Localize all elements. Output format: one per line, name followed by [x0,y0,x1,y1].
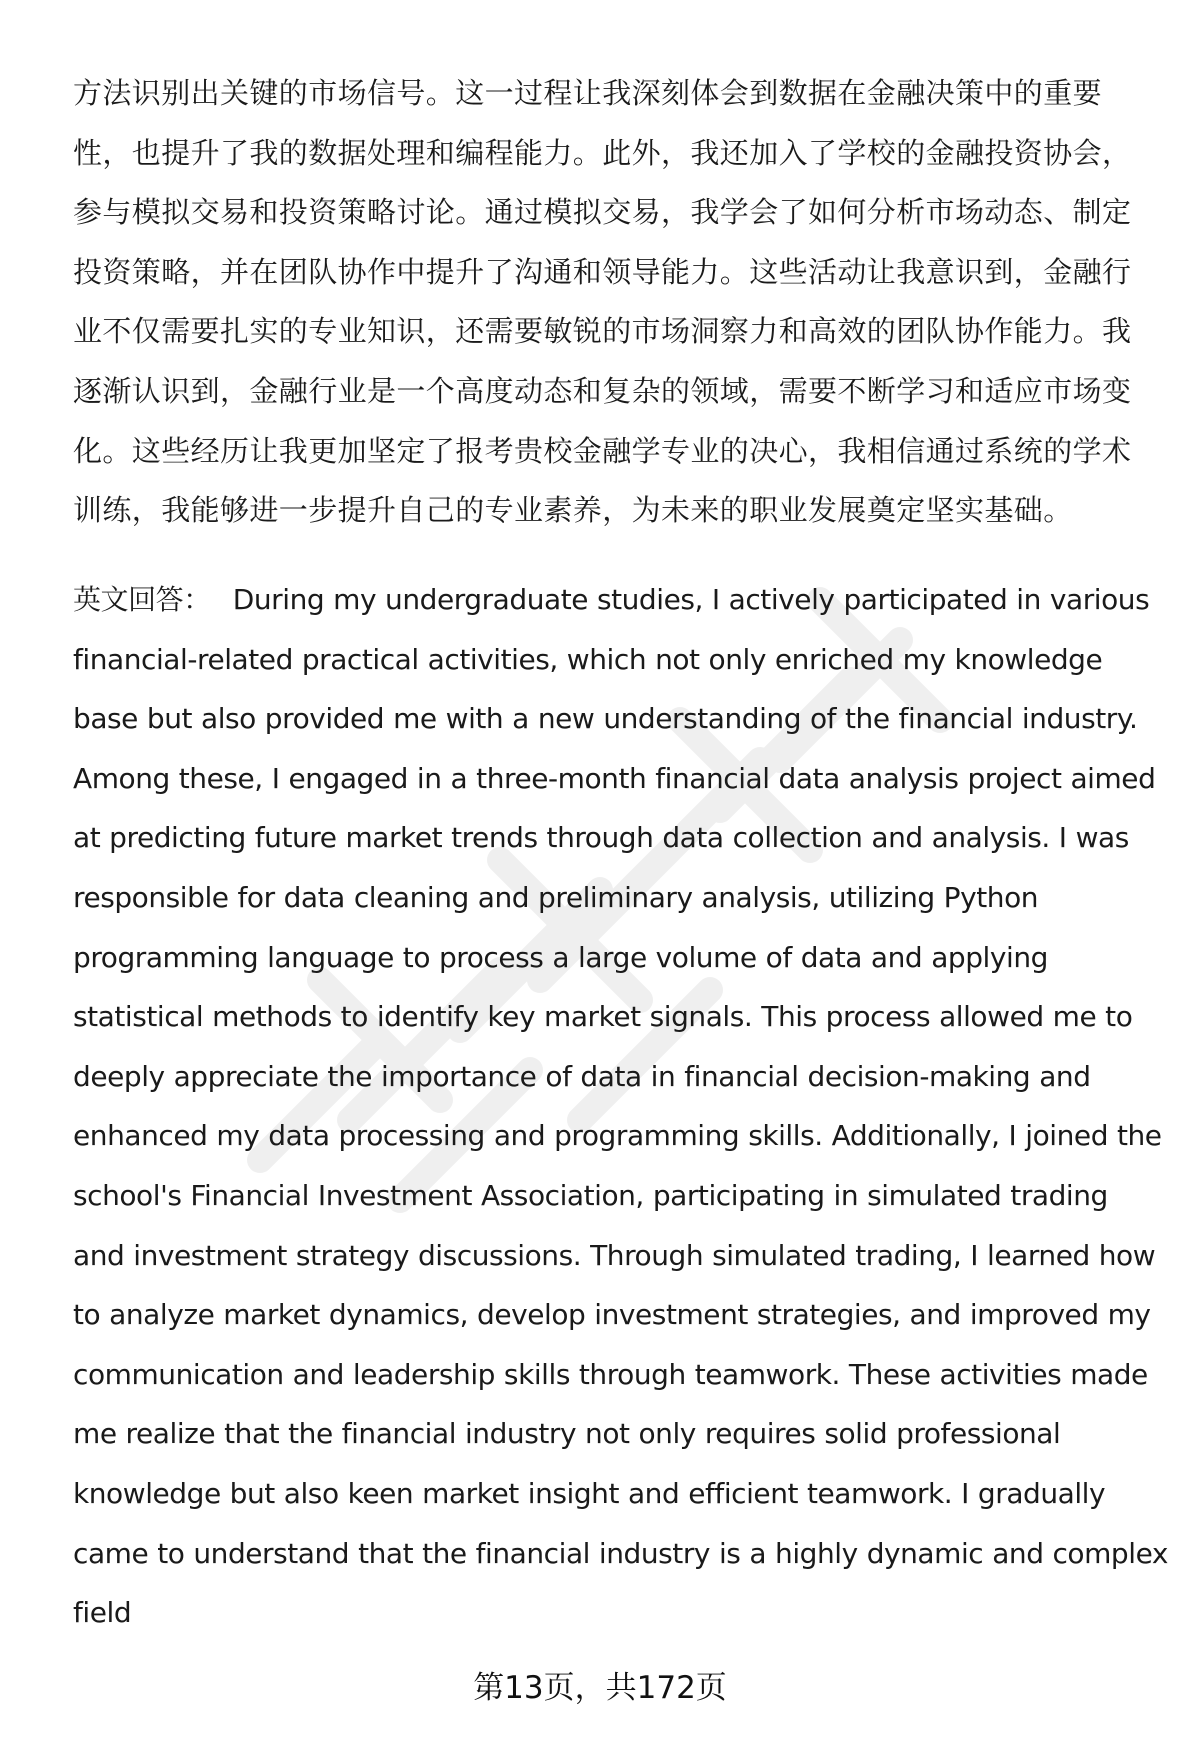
english-answer-label: 英文回答： [73,583,211,616]
english-answer-text: During my undergraduate studies, I actively participated in various financial-related practical activities, which not only enriched my knowledge base but also provided me with a new understanding of the financial industry. Among these, I engaged in a three-month financial data analysis project aimed at predicting future market trends through data collection and analysis. I was responsible for data cleaning and preliminary analysis, utilizing Python programming language to process a large volume of data and applying statistical methods to identify key market signals. This process allowed me to deeply appreciate the importance of data in financial decision-making and enhanced my data processing and programming skills. Additionally, I joined the school's Financial Investment Association, participating in simulated trading and investment strategy discussions. Through simulated trading, I learned how to analyze market dynamics, develop investment strategies, and improved my communication and leadership skills through teamwork. These activities made me realize that the financial industry not only requires solid professional knowledge but also keen market insight and efficient teamwork. I gradually came to understand that the financial industry is a highly dynamic and complex field [73,583,1168,1630]
chinese-answer-paragraph: 方法识别出关键的市场信号。这一过程让我深刻体会到数据在金融决策中的重要性，也提升了我的数据处理和编程能力。此外，我还加入了学校的金融投资协会，参与模拟交易和投资策略讨论。通过模拟交易，我学会了如何分析市场动态、制定投资策略，并在团队协作中提升了沟通和领导能力。这些活动让我意识到，金融行业不仅需要扎实的专业知识，还需要敏锐的市场洞察力和高效的团队协作能力。我逐渐认识到，金融行业是一个高度动态和复杂的领域，需要不断学习和适应市场变化。这些经历让我更加坚定了报考贵校金融学专业的决心，我相信通过系统的学术训练，我能够进一步提升自己的专业素养，为未来的职业发展奠定坚实基础。 [73,76,1132,528]
page-number-footer: 第13页，共172页 [473,1670,727,1706]
english-answer-paragraph [73,570,1168,1643]
